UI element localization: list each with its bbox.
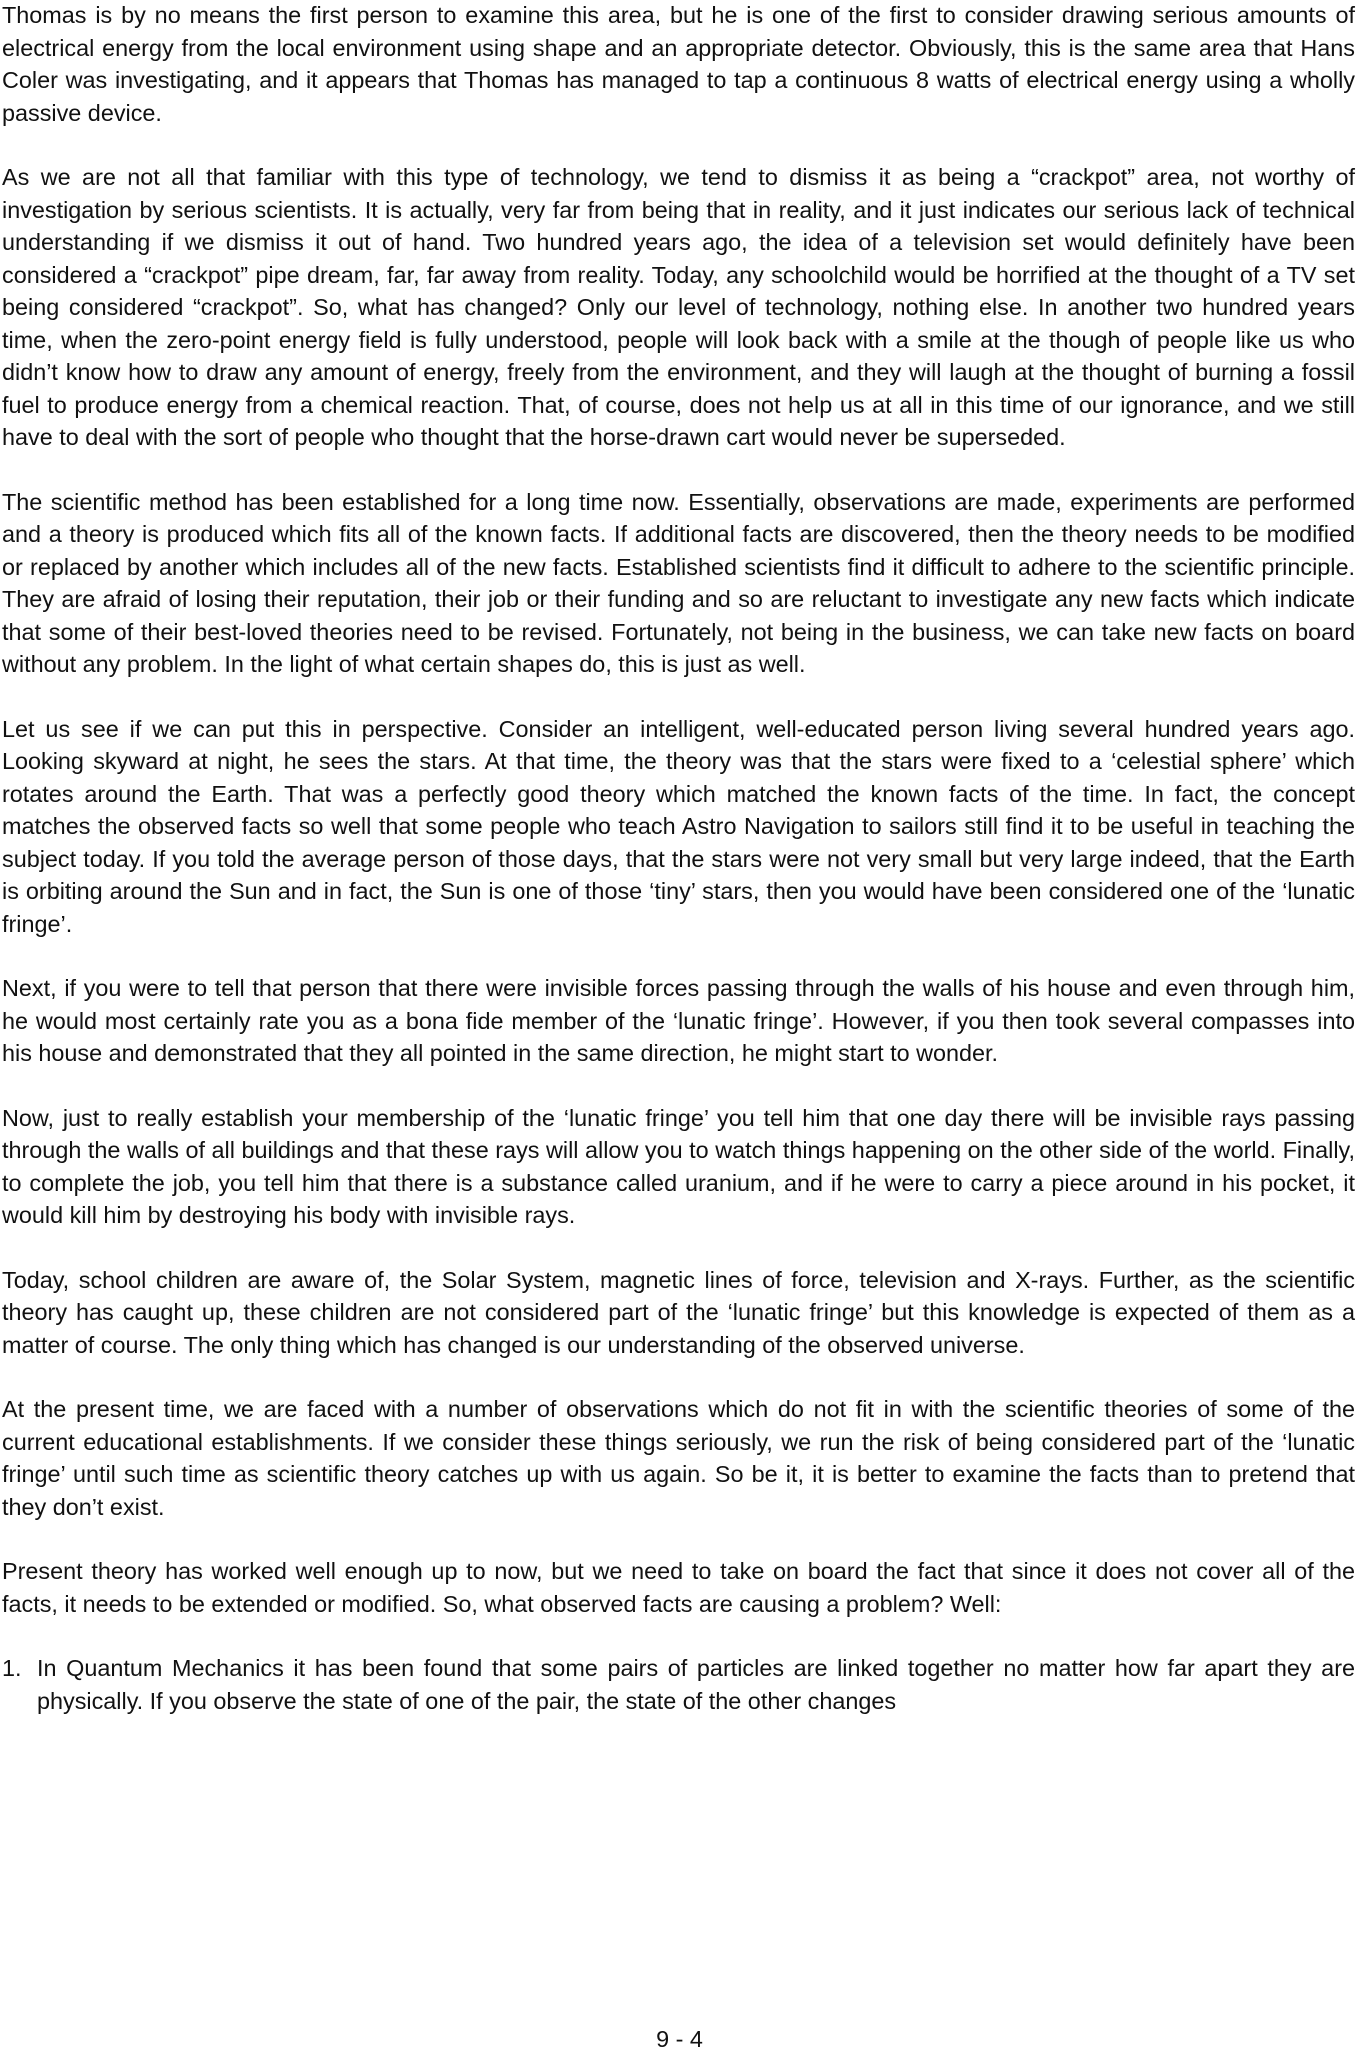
paragraph: The scientific method has been established for a long time now. Essentially, observations are made, experiments are performed and a theory is produced which fits all of the known facts. If additional facts are discovered, then the theory needs to be modified or replaced by another which includes all of the new facts. Established scientists find it difficult to adhere to the scientific principle. They are afraid of losing their reputation, their job or their funding and so are reluctant to investigate any new facts which indicate that some of their best-loved theories need to be revised. Fortunately, not being in the business, we can take new facts on board without any problem. In the light of what certain shapes do, this is just as well. bbox=[2, 488, 1355, 677]
page-number: 9 - 4 bbox=[656, 2026, 703, 2052]
numbered-list-item bbox=[2, 1652, 1355, 1717]
list-item-text: In Quantum Mechanics it has been found that some pairs of particles are linked together no matter how far apart they are physically. If you observe the state of one of the pair, the state of the other changes bbox=[37, 1655, 1355, 1714]
paragraph: Next, if you were to tell that person that there were invisible forces passing through the walls of his house and even through him, he would most certainly rate you as a bona fide member of the ‘lunatic fringe’. However, if you then took several compasses into his house and demonstrated that they all pointed in the same direction, he might start to wonder. bbox=[2, 975, 1355, 1066]
list-item-number: 1. bbox=[2, 1655, 22, 1681]
paragraph: Let us see if we can put this in perspective. Consider an intelligent, well-educated person living several hundred years ago. Looking skyward at night, he sees the stars. At that time, the theory was that the stars were fixed to a ‘celestial sphere’ which rotates around the Earth. That was a perfectly good theory which matched the known facts of the time. In fact, the concept matches the observed facts so well that some people who teach Astro Navigation to sailors still find it to be useful in teaching the subject today. If you told the average person of those days, that the stars were not very small but very large indeed, that the Earth is orbiting around the Sun and in fact, the Sun is one of those ‘tiny’ stars, then you would have been considered one of the ‘lunatic fringe’. bbox=[2, 715, 1355, 937]
paragraph: At the present time, we are faced with a number of observations which do not fit in with the scientific theories of some of the current educational establishments. If we consider these things seriously, we run the risk of being considered part of the ‘lunatic fringe’ until such time as scientific theory catches up with us again. So be it, it is better to examine the facts than to pretend that they don’t exist. bbox=[2, 1396, 1355, 1520]
paragraph: As we are not all that familiar with this type of technology, we tend to dismiss it as being a “crackpot” area, not worthy of investigation by serious scientists. It is actually, very far from being that in reality, and it just indicates our serious lack of technical understanding if we dismiss it out of hand. Two hundred years ago, the idea of a television set would definitely have been considered a “crackpot” pipe dream, far, far away from reality. Today, any schoolchild would be horrified at the thought of a TV set being considered “crackpot”. So, what has changed? Only our level of technology, nothing else. In another two hundred years time, when the zero-point energy field is fully understood, people will look back with a smile at the though of people like us who didn’t know how to draw any amount of energy, freely from the environment, and they will laugh at the thought of burning a fossil fuel to produce energy from a chemical reaction. That, of course, does not help us at all in this time of our ignorance, and we still have to deal with the sort of people who thought that the horse-drawn cart would never be superseded. bbox=[2, 164, 1355, 450]
paragraph: Now, just to really establish your membership of the ‘lunatic fringe’ you tell him that one day there will be invisible rays passing through the walls of all buildings and that these rays will allow you to watch things happening on the other side of the world. Finally, to complete the job, you tell him that there is a substance called uranium, and if he were to carry a piece around in his pocket, it would kill him by destroying his body with invisible rays. bbox=[2, 1104, 1355, 1228]
paragraph: Today, school children are aware of, the Solar System, magnetic lines of force, television and X-rays. Further, as the scientific theory has caught up, these children are not considered part of the ‘lunatic fringe’ but this knowledge is expected of them as a matter of course. The only thing which has changed is our understanding of the observed universe. bbox=[2, 1266, 1355, 1358]
paragraph: Thomas is by no means the first person to examine this area, but he is one of the first to consider drawing serious amounts of electrical energy from the local environment using shape and an appropriate detector. Obviously, this is the same area that Hans Coler was investigating, and it appears that Thomas has managed to tap a continuous 8 watts of electrical energy using a wholly passive device. bbox=[2, 2, 1355, 126]
paragraph: Present theory has worked well enough up to now, but we need to take on board the fact that since it does not cover all of the facts, it needs to be extended or modified. So, what observed facts are causing a problem? Well: bbox=[2, 1558, 1355, 1617]
document-body bbox=[2, 0, 1355, 1717]
